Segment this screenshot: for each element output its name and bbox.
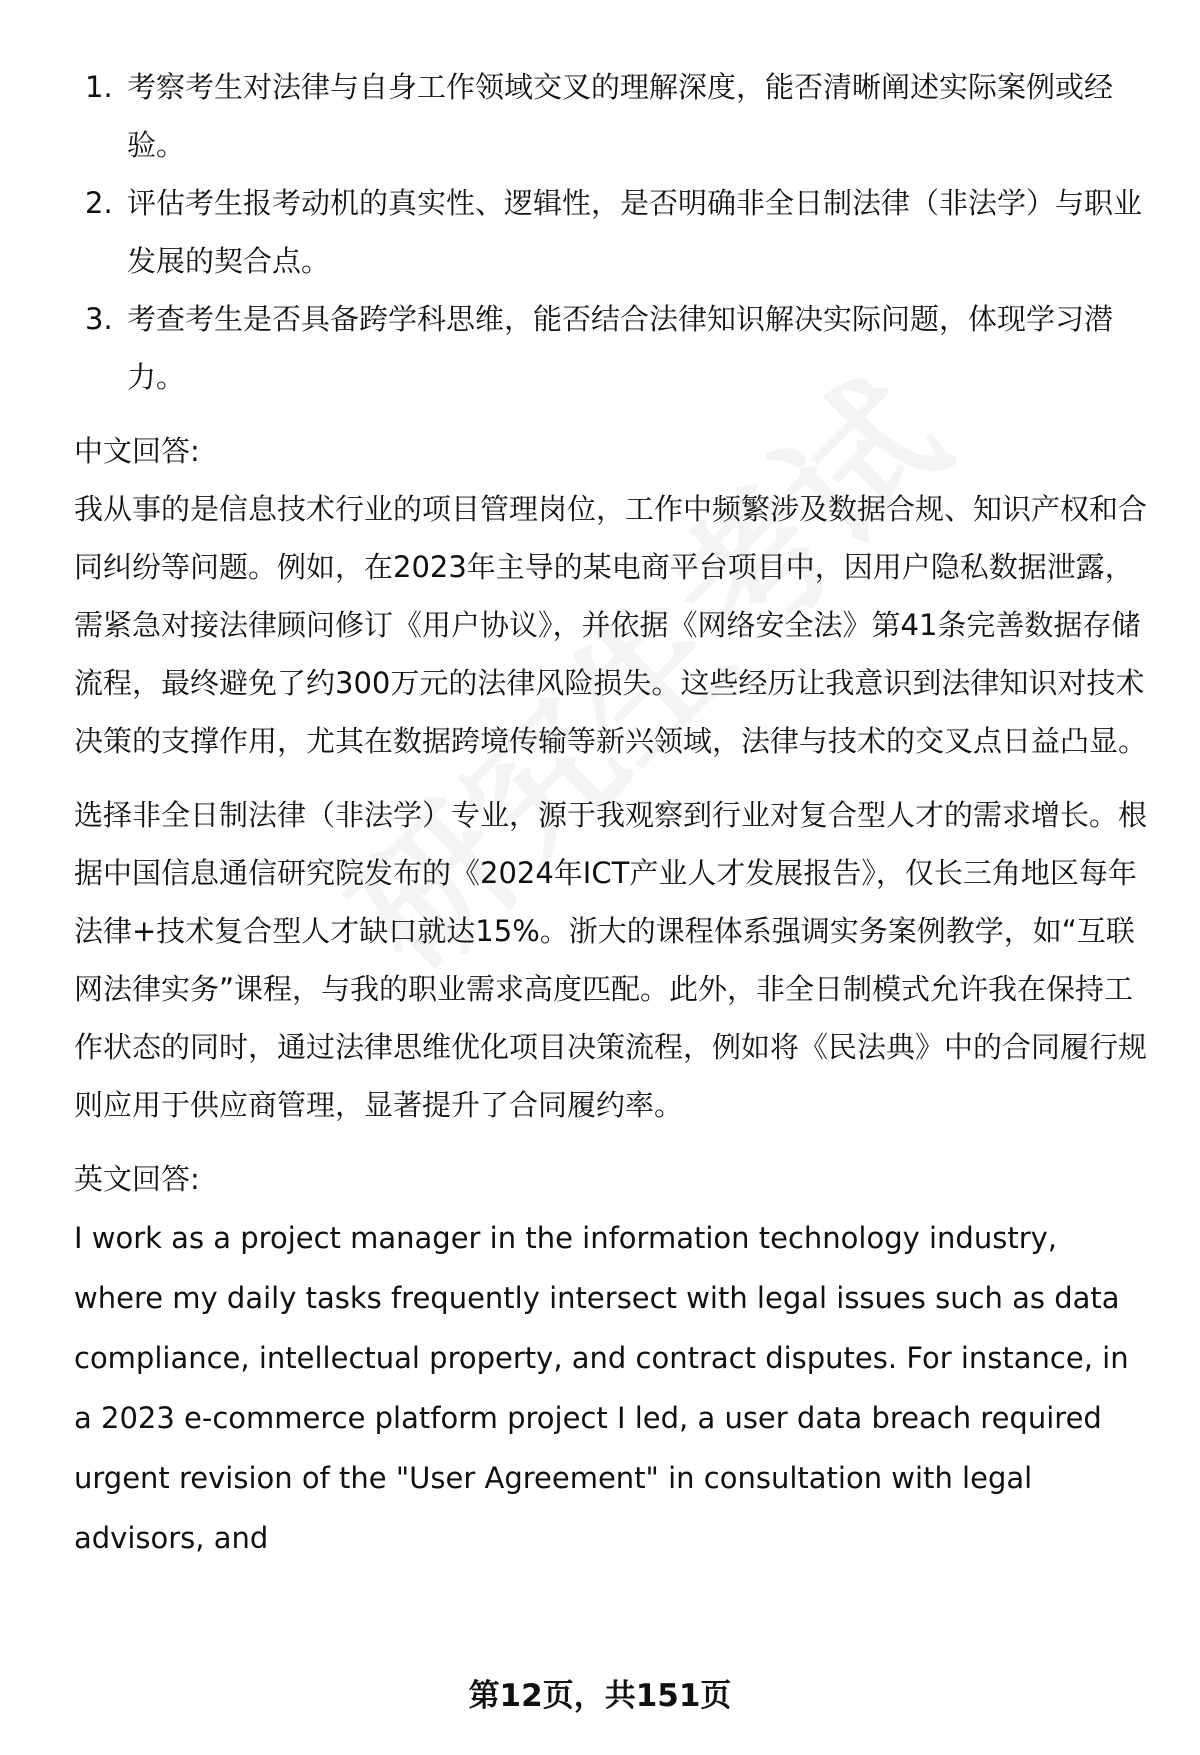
document-page: [74, 58, 1154, 1568]
list-item-number: 2.: [85, 186, 113, 220]
english-answer-label: 英文回答:: [74, 1162, 200, 1196]
list-item: [74, 58, 1154, 174]
list-item-text: 考查考生是否具备跨学科思维，能否结合法律知识解决实际问题，体现学习潜力。: [127, 302, 1114, 394]
chinese-answer-label: 中文回答:: [74, 434, 200, 468]
criteria-list: [74, 58, 1154, 406]
list-item: [74, 174, 1154, 290]
list-item-text: 评估考生报考动机的真实性、逻辑性，是否明确非全日制法律（非法学）与职业发展的契合点。: [127, 186, 1143, 278]
list-item-number: 3.: [85, 302, 113, 336]
chinese-answer-paragraph: 选择非全日制法律（非法学）专业，源于我观察到行业对复合型人才的需求增长。根据中国信息通信研究院发布的《2024年ICT产业人才发展报告》，仅长三角地区每年法律+技术复合型人才缺口就达15%。浙大的课程体系强调实务案例教学，如“互联网法律实务”课程，与我的职业需求高度匹配。此外，非全日制模式允许我在保持工作状态的同时，通过法律思维优化项目决策流程，例如将《民法典》中的合同履行规则应用于供应商管理，显著提升了合同履约率。: [74, 798, 1148, 1122]
english-answer-paragraph: I work as a project manager in the information technology industry, where my daily tasks frequently intersect with legal issues such as data compliance, intellectual property, and contract disputes. For instance, in a 2023 e-commerce platform project I led, a user data breach required urgent revision of the "User Agreement" in consultation with legal advisors, and: [74, 1221, 1129, 1555]
page-number-footer: 第12页，共151页: [468, 1678, 732, 1714]
chinese-answer-paragraph: 我从事的是信息技术行业的项目管理岗位，工作中频繁涉及数据合规、知识产权和合同纠纷等问题。例如，在2023年主导的某电商平台项目中，因用户隐私数据泄露，需紧急对接法律顾问修订《用户协议》，并依据《网络安全法》第41条完善数据存储流程，最终避免了约300万元的法律风险损失。这些经历让我意识到法律知识对技术决策的支撑作用，尤其在数据跨境传输等新兴领域，法律与技术的交叉点日益凸显。: [74, 492, 1148, 758]
list-item: [74, 290, 1154, 406]
list-item-number: 1.: [85, 70, 113, 104]
list-item-text: 考察考生对法律与自身工作领域交叉的理解深度，能否清晰阐述实际案例或经验。: [127, 70, 1114, 162]
